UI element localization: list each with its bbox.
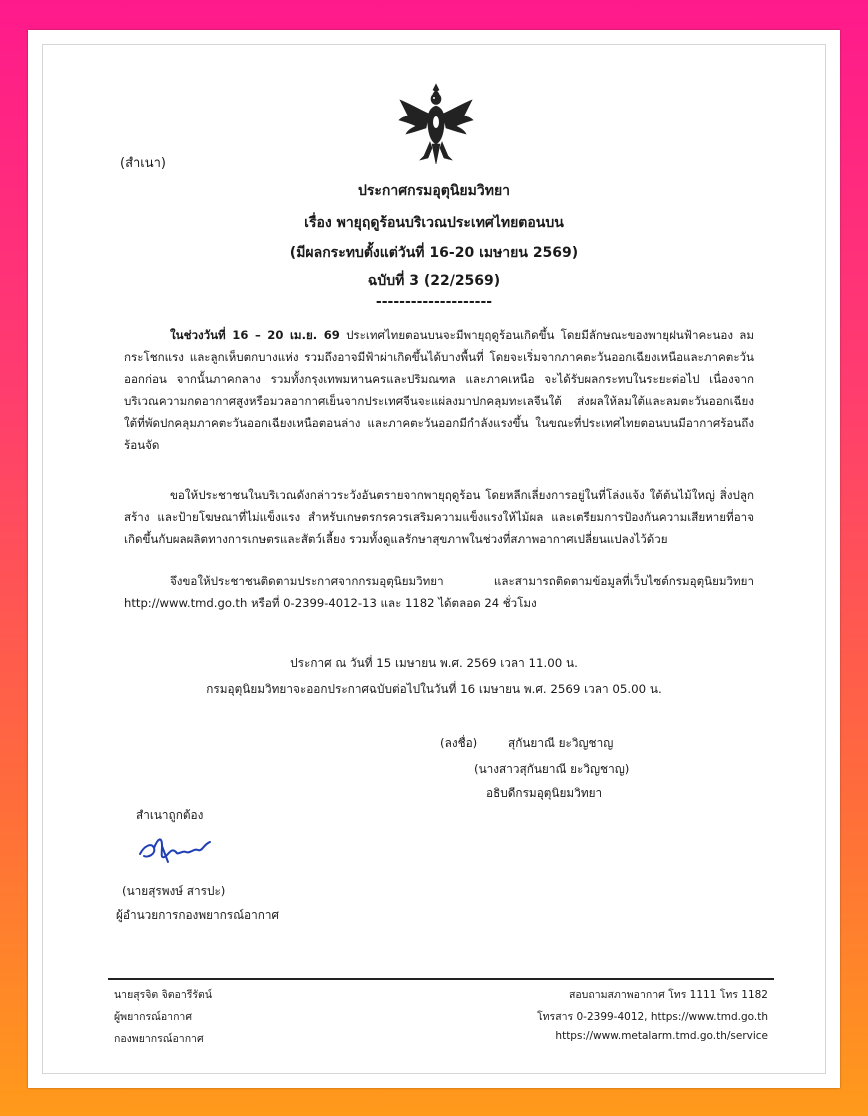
footer-contact-fax: โทรสาร 0-2399-4012, https://www.tmd.go.th [537,1011,768,1023]
copy-label: (สำเนา) [120,156,167,171]
document-page [28,30,840,1088]
sign-prefix: (ลงชื่อ) [440,736,478,750]
paragraph-3: จึงขอให้ประชาชนติดตามประกาศจากกรมอุตุนิยมวิทยา และสามารถติดตามข้อมูลที่เว็บไซต์กรมอุตุนิยมวิทยา http://www.tmd.go.th หรือที่ 0-2399-4012-13 และ 1182 ได้ตลอด 24 ชั่วโมง [124,574,754,610]
footer-forecaster-name: นายสุรจิต จิตอารีรัตน์ [114,989,213,1001]
certifier-title: ผู้อำนวยการกองพยากรณ์อากาศ [116,908,280,922]
footer-rule [108,978,774,980]
announcement-issue-number: ฉบับที่ 3 (22/2569) [367,273,501,289]
footer-forecaster-role: ผู้พยากรณ์อากาศ [114,1011,192,1023]
certified-copy-label: สำเนาถูกต้อง [136,808,204,822]
paragraph-1-body: ประเทศไทยตอนบนจะมีพายุฤดูร้อนเกิดขึ้น โดยมีลักษณะของพายุฝนฟ้าคะนอง ลมกระโชกแรง และลูกเห็บตกบางแห่ง รวมถึงอาจมีฟ้าผ่าเกิดขึ้นได้บางพื้นที่ โดยจะเริ่มจากภาคตะวันออกเฉียงเหนือและภาคตะวันออกก่อน จากนั้นภาคกลาง รวมทั้งกรุงเทพมหานครและปริมณฑล และภาคเหนือ จะได้รับผลกระทบในระยะต่อไป เนื่องจากบริเวณความกดอากาศสูงหรือมวลอากาศเย็นจากประเทศจีนจะแผ่ลงมาปกคลุมทะเลจีนใต้ ส่งผลให้ลมใต้และลมตะวันออกเฉียงใต้ที่พัดปกคลุมภาคตะวันออกเฉียงเหนือตอนล่าง และภาคตะวันออกมีกำลังแรงขึ้น ในขณะที่ประเทศไทยตอนบนมีอากาศร้อนถึงร้อนจัด [124,328,755,452]
signer-full-name: (นางสาวสุกันยาณี ยะวิญชาญ) [474,762,630,776]
handwritten-signature [132,828,222,868]
announcement-title: ประกาศกรมอุตุนิยมวิทยา [357,183,511,199]
paragraph-2: ขอให้ประชาชนในบริเวณดังกล่าวระวังอันตรายจากพายุฤดูร้อน โดยหลีกเลี่ยงการอยู่ในที่โล่งแจ้ง ใต้ต้นไม้ใหญ่ สิ่งปลูกสร้าง และป้ายโฆษณาที่ไม่แข็งแรง สำหรับเกษตรกรควรเสริมความแข็งแรงให้ไม้ผล และเตรียมการป้องกันความเสียหายที่อาจเกิดขึ้นกับผลผลิตทางการเกษตรและสัตว์เลี้ยง รวมทั้งดูแลรักษาสุขภาพในช่วงที่สภาพอากาศเปลี่ยนแปลงไว้ด้วย [124,488,754,546]
footer-forecaster-division: กองพยากรณ์อากาศ [114,1033,204,1045]
title-separator: -------------------- [375,294,493,310]
announced-datetime: ประกาศ ณ วันที่ 15 เมษายน พ.ศ. 2569 เวลา 11.00 น. [290,656,578,670]
paragraph-1 [124,324,754,456]
next-issue-datetime: กรมอุตุนิยมวิทยาจะออกประกาศฉบับต่อไปในวันที่ 16 เมษายน พ.ศ. 2569 เวลา 05.00 น. [206,682,662,696]
footer-contact-service-link[interactable]: https://www.metalarm.tmd.go.th/service [555,1030,768,1042]
garuda-emblem-icon [396,82,476,166]
footer-contact-phone: สอบถามสภาพอากาศ โทร 1111 โทร 1182 [568,989,768,1001]
announcement-subject: เรื่อง พายุฤดูร้อนบริเวณประเทศไทยตอนบน [304,215,564,231]
signer-name: สุกันยาณี ยะวิญชาญ [508,736,614,750]
signer-title: อธิบดีกรมอุตุนิยมวิทยา [486,786,603,800]
paragraph-1-date-range: ในช่วงวันที่ 16 – 20 เม.ย. 69 [170,328,340,342]
certifier-name: (นายสุรพงษ์ สารปะ) [122,884,226,898]
announcement-effective-dates: (มีผลกระทบตั้งแต่วันที่ 16-20 เมษายน 2569) [289,245,579,261]
